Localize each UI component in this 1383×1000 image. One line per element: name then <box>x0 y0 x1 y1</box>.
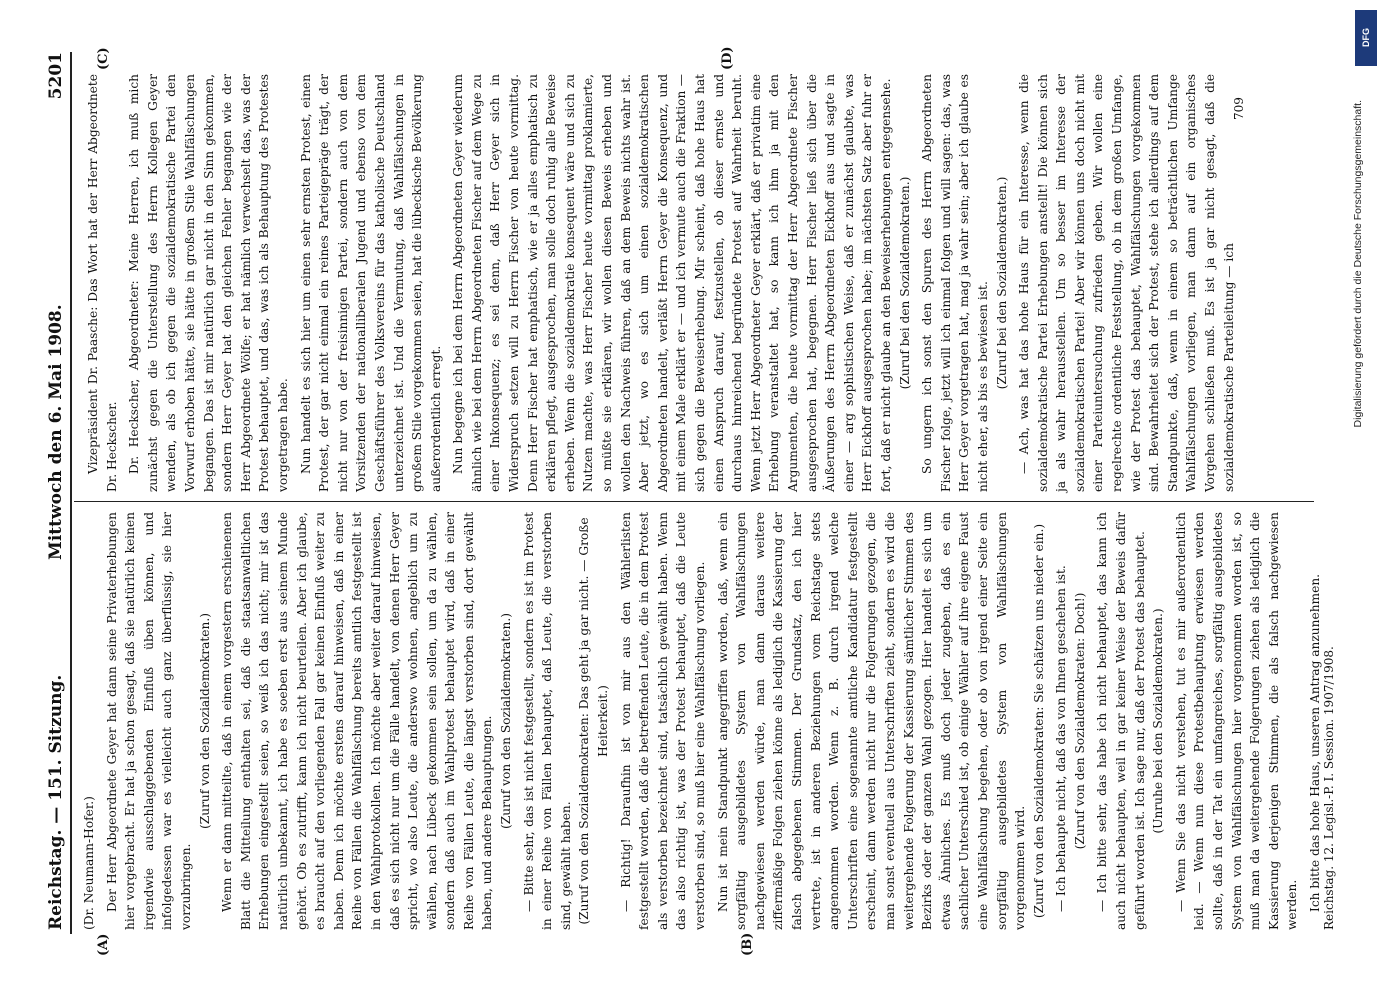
paragraph: — Bitte sehr, das ist nicht festgestellt, sondern es ist im Protest in einer Reihe von Fällen behauptet, daß Leute, die verstorben sind, gewählt haben. <box>521 512 573 930</box>
paragraph: — Wenn Sie das nicht verstehen, tut es mir außerordentlich leid. — Wenn nun diese Protestbehauptung erwiesen werden sollte, daß in der Tat ein umfangreiches, sorgfältig ausgebildetes System von Wahlfälschungen hier vorgenommen worden ist, so muß man da weitergehende Folgerungen ziehen als lediglich die Kassierung derjenigen Stimmen, die als falsch nachgewiesen werden. <box>1173 512 1300 930</box>
paragraph: (Zuruf bei den Sozialdemokraten.) <box>897 176 912 390</box>
column-divider <box>74 501 1314 502</box>
digitization-note: Digitalisierung gefördert durch die Deutsche Forschungsgemeinschaft. <box>1352 100 1364 428</box>
paragraph: (Unruhe bei den Sozialdemokraten.) <box>1151 608 1166 834</box>
paragraph: (Zuruf von den Sozialdemokraten.) <box>499 613 514 829</box>
right-paragraphs <box>84 74 1238 492</box>
paragraph: Dr. Heckscher, Abgeordneter: Meine Herren, ich muß mich zunächst gegen die Unterstellung des Herrn Kollegen Geyer wenden, als ob ich gegen die sozialdemokratische Partei den Vorwurf erhoben hätte, sie hätte in großem Stile Wahlfälschungen begangen. Das ist mir natürlich gar nicht in den Sinn gekommen, sondern Herr Geyer hat den gleichen Fehler begangen wie der Herr Abgeordnete Wölfe; er hat nämlich verwechselt das, was der Protest behauptet, und das, was ich als Behauptung des Protestes vorgetragen habe. <box>127 74 290 492</box>
paragraph: — Ich bitte sehr, das habe ich nicht behauptet, das kann ich auch nicht behaupten, weil in gar keiner Weise der Beweis dafür geführt worden ist. Ich sage nur, daß der Protest das behauptet. <box>1095 512 1147 930</box>
header-rule <box>70 52 72 934</box>
paragraph: (Zuruf bei den Sozialdemokraten.) <box>994 176 1009 390</box>
paragraph: Vizepräsident Dr. Paasche: Das Wort hat der Herr Abgeordnete Dr. Heckscher. <box>86 74 119 492</box>
margin-letter-d: (D) <box>720 46 735 70</box>
left-paragraphs <box>103 512 1325 930</box>
margin-letter-c: (C) <box>96 47 111 70</box>
page-number-top: 5201 <box>46 52 66 100</box>
running-header-date: Mittwoch den 6. Mai 1908. <box>46 304 66 560</box>
paragraph: (Zuruf von den Sozialdemokraten.) <box>197 613 212 829</box>
dfg-badge: DFG <box>1355 10 1377 66</box>
paragraph: (Zuruf von den Sozialdemokraten: Doch!) <box>1072 592 1087 850</box>
paragraph: So ungern ich sonst den Spuren des Herrn Abgeordneten Fischer folge, jetzt will ich einmal folgen und will sagen: das, was Herr Geyer vorgetragen hat, mag ja wahr sein; aber ich glaube es nicht eher, als bis es bewiesen ist. <box>920 74 990 492</box>
paragraph: Ich bitte das hohe Haus, unseren Antrag anzunehmen. <box>1308 573 1322 912</box>
paragraph: Der Herr Abgeordnete Geyer hat dann seine Privaterhebungen hier vorgebracht. Er hat ja schon gesagt, daß sie natürlich keinen irgendwie ausschlaggebenden Einfluß üben können, und infolgedessen war es vielleicht auch ganz überflüssig, sie hier vorzubringen. <box>104 512 193 930</box>
paragraph: Nun ist mein Standpunkt angegriffen worden, daß, wenn ein sorgfältig ausgebildetes System von Wahlfälschungen nachgewiesen werden würde, man dann daraus weitere ziffermäßige Folgen ziehen könne als lediglich die Kassierung der falsch abgegebenen Stimmen. Der Grundsatz, den ich hier vertrete, ist in anderen Beziehungen vom Reichstage stets angenommen worden. Wenn z. B. durch irgend welche Unterschriften eine sogenannte amtliche Kandidatur festgestellt erscheint, dann werden nicht nur die Folgerungen gezogen, die man sonst eventuell aus Unterschriften zieht, sondern es wird die weitergehende Folgerung der Kassierung sämtlicher Stimmen des Bezirks oder der ganzen Wahl gezogen. Hier handelt es sich um etwas Ähnliches. Es muß doch jeder zugeben, daß es ein sachlicher Unterschied ist, ob einige Wähler auf ihre eigene Faust eine Wahlfälschung begehen, oder ob von irgend einer Seite ein sorgfältig ausgebildetes System von Wahlfälschungen vorgenommen wird. <box>715 512 1028 930</box>
paragraph: Nun handelt es sich hier um einen sehr ernsten Protest, einen Protest, der gar nicht einmal ein reines Parteigepräge trägt, der nicht nur von der freisinnigen Partei, sondern auch von dem Vorsitzenden der nationalliberalen Jugend und ebenso von dem Geschäftsführer des Volksvereins für das katholische Deutschland unterzeichnet ist. Und die Vermutung, daß Wahlfälschungen in großem Stile vorgekommen seien, hat die lübeckische Bevölkerung außerordentlich erregt. <box>298 74 443 492</box>
paragraph: — Ich behaupte nicht, daß das von Ihnen geschehen ist. <box>1054 565 1069 912</box>
paragraph: — Ach, was hat das hohe Haus für ein Interesse, wenn die sozialdemokratische Partei Erhebungen anstellt! Die können sich ja als wahr herausstellen. Um so besser im Interesse der sozialdemokratischen Partei! Aber wir können uns doch nicht mit einer Parteiuntersuchung zufrieden geben. Wir wollen eine regelrechte ordentliche Feststellung, ob in dem großen Umfange, wie der Protest das behauptet, Wahlfälschungen vorgekommen sind. Bewahrheitet sich der Protest, stehe ich allerdings auf dem Standpunkte, daß, wenn in einem so beträchtlichen Umfange Wahlfälschungen vorliegen, man dann auf ein organisches Vorgehen schließen muß. Es ist ja gar nicht gesagt, daß die sozialdemokratische Parteileitung — ich <box>1017 74 1236 492</box>
paragraph: (Zuruf von den Sozialdemokraten: Das geht ja gar nicht. — Große Heiterkeit.) <box>577 517 611 925</box>
paragraph: Nun begegne ich bei dem Herrn Abgeordneten Geyer wiederum ähnlich wie bei dem Herrn Abgeordneten Fischer auf dem Wege zu einer Inkonsequenz; es sei denn, daß Herr Geyer sich in Widerspruch setzen will zu Herrn Fischer von heute vormittag. Denn Herr Fischer hat emphatisch, wie er ja alles emphatisch zu erklären pflegt, ausgesprochen, man solle doch ruhig alle Beweise erheben. Wenn die sozialdemokratie konsequent wäre und sich zu Nutzen machte, was Herr Fischer heute vormittag proklamierte, so müßte sie erklären, wir wollen diesen Beweis erheben und wollen den Nachweis führen, daß an dem Beweis nichts wahr ist. Aber jetzt, wo es sich um einen sozialdemokratischen Abgeordneten handelt, verläßt Herrn Geyer die Konsequenz, und mit einem Male erklärt er — und ich vermute auch die Fraktion — sich gegen die Beweiserhebung. Mir scheint, daß hohe Haus hat einen Anspruch darauf, festzustellen, ob dieser ernste und durchaus hinreichend begründete Protest auf Wahrheit beruht. Wenn jetzt Herr Abgeordneter Geyer erklärt, daß er privatim eine Erhebung veranstaltet hat, so kann ich ihm ja mit den Argumenten, die heute vormittag der Herr Abgeordnete Fischer ausgesprochen hat, begegnen. Herr Fischer ließ sich über die Äußerungen des Herrn Abgeordneten Eickhoff aus und sagte in einer — arg sophistischen Weise, daß er zunächst glaubte, was Herr Eickhoff ausgesprochen habe; im nächsten Satz aber fuhr er fort, daß er nicht glaube an den Beweiserhebungen entgegensehe. <box>451 74 893 492</box>
speaker-tag: (Dr. Neumann-Hofer.) <box>82 796 96 930</box>
paragraph: Wenn er dann mitteilte, daß in einem vorgestern erschienenen Blatt die Mitteilung enthalten sei, daß die staatsanwaltlichen Erhebungen eingestellt seien, so weiß ich das nicht; mir ist das natürlich unbekannt, ich habe es soeben erst aus seinem Munde gehört. Ob es zutrifft, kann ich nicht beurteilen. Aber ich glaube, es braucht auf den vorliegenden Fall gar keinen Einfluß weiter zu haben. Denn ich möchte erstens darauf hinweisen, daß in einer Reihe von Fällen die Wahlfälschung bereits amtlich festgestellt ist in den Wahlprotokollen. Ich möchte aber weiter darauf hinweisen, daß es sich nicht nur um die Fälle handelt, von denen Herr Geyer spricht, wo also Leute, die anderswo wohnen, angeblich um zu wählen, nach Lübeck gekommen sein sollen, um da zu wählen, sondern daß auch im Wahlprotest behauptet wird, daß in einer Reihe von Fällen Leute, die längst verstorben sind, dort gewählt haben, und andere Behauptungen. <box>220 512 495 930</box>
paragraph: — Richtig! Daraufhin ist von mir aus den Wählerlisten festgestellt worden, daß die betreffenden Leute, die in dem Protest als verstorben bezeichnet sind, tatsächlich gewählt haben. Wenn das also richtig ist, was der Protest behauptet, daß die Leute verstorben sind, so muß hier eine Wahlfälschung vorliegen. <box>618 512 707 930</box>
left-column <box>80 512 1320 930</box>
volume-footer: Reichstag. 12. Legisl.-P. I. Session. 1907/1908. <box>1322 646 1336 930</box>
paragraph: (Zuruf von den Sozialdemokraten: Sie schätzen uns nieder ein.) <box>1031 523 1046 919</box>
margin-letter-a: (A) <box>96 933 111 956</box>
right-column <box>80 74 1236 492</box>
margin-letter-b: (B) <box>740 932 755 956</box>
running-header-left: Reichstag. — 151. Sitzung. <box>46 674 66 930</box>
page-number-bottom: 709 <box>1232 97 1246 120</box>
